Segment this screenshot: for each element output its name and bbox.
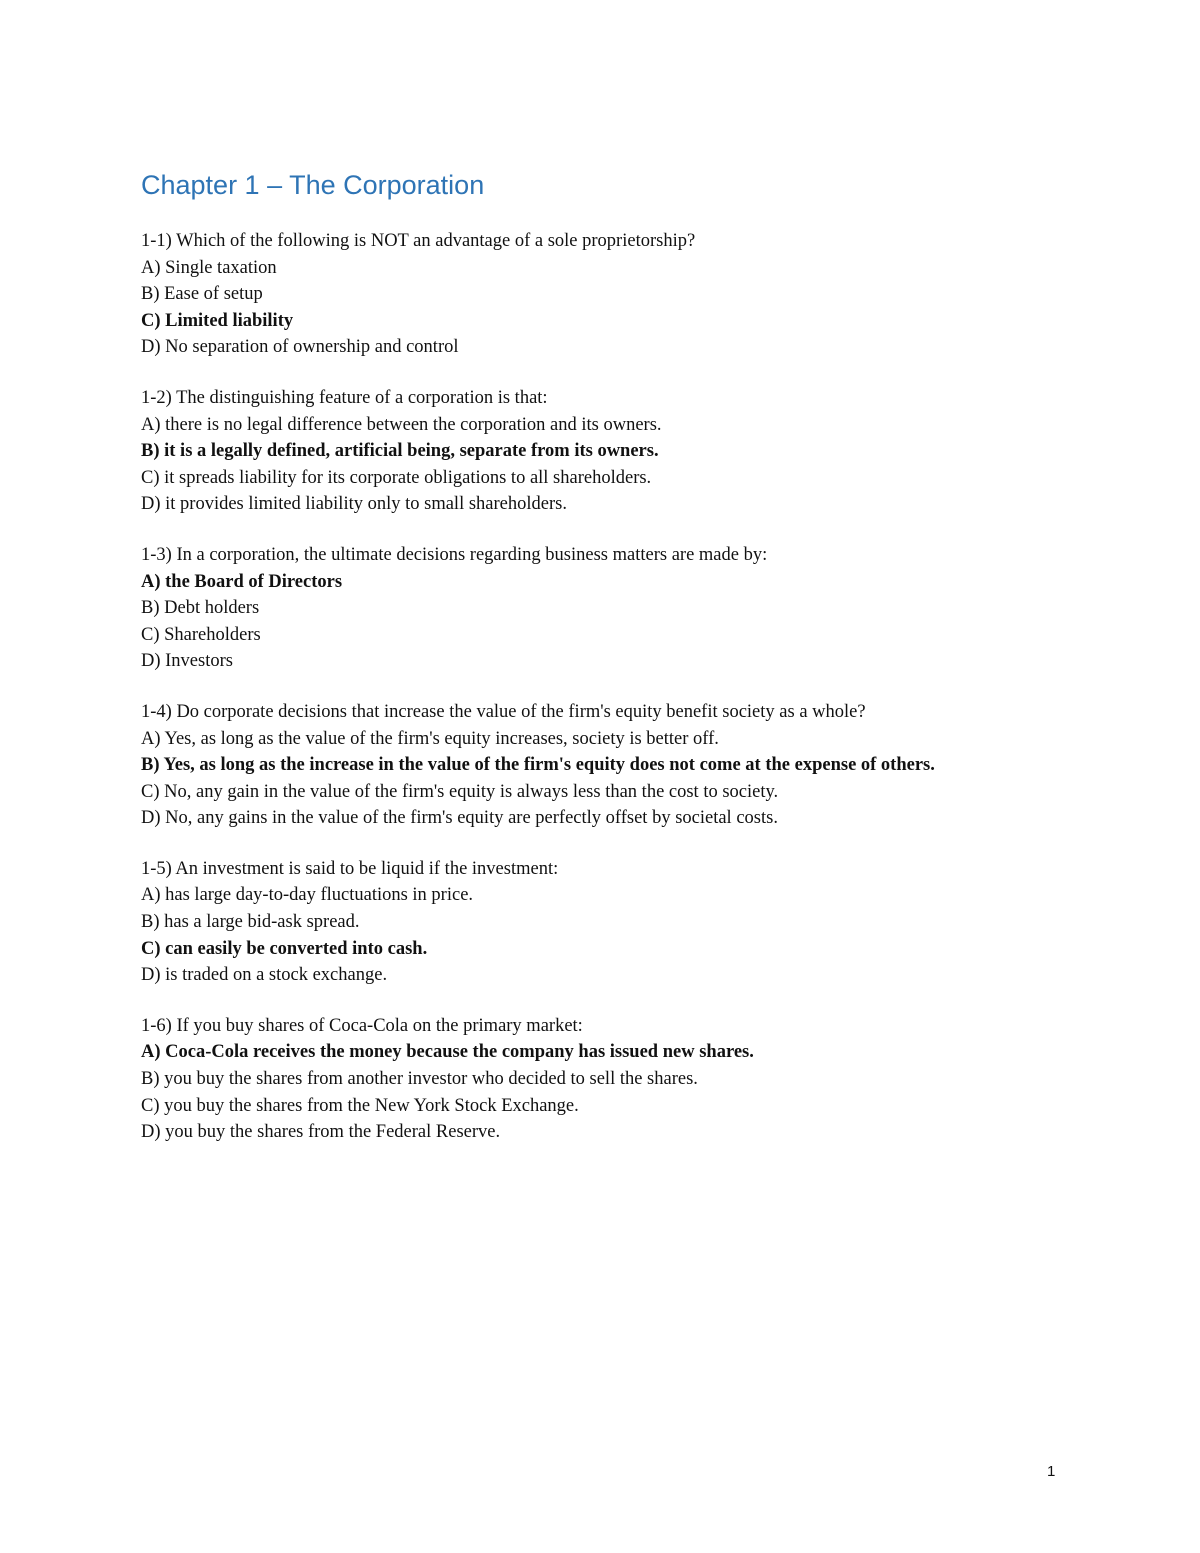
page-number: 1	[1047, 1463, 1056, 1480]
answer-option: D) Investors	[141, 651, 233, 672]
chapter-heading: Chapter 1 – The Corporation	[141, 170, 485, 200]
answer-option: B) Ease of setup	[141, 284, 263, 305]
answer-option: C) it spreads liability for its corporate obligations to all shareholders.	[141, 467, 652, 488]
answer-option: D) it provides limited liability only to small shareholders.	[141, 494, 567, 515]
correct-answer-option: B) Yes, as long as the increase in the value of the firm's equity does not come at the expense of others.	[141, 755, 935, 776]
correct-answer-option: A) Coca-Cola receives the money because the company has issued new shares.	[141, 1042, 754, 1063]
answer-option: B) has a large bid-ask spread.	[141, 912, 360, 933]
question-prompt: 1-1) Which of the following is NOT an advantage of a sole proprietorship?	[141, 231, 696, 251]
answer-option: D) you buy the shares from the Federal Reserve.	[141, 1122, 501, 1143]
question-block	[141, 856, 1141, 989]
answer-option: C) Shareholders	[141, 624, 261, 645]
answer-option: D) No, any gains in the value of the firm's equity are perfectly offset by societal costs.	[141, 808, 778, 829]
question-block	[141, 699, 1141, 832]
correct-answer-option: B) it is a legally defined, artificial being, separate from its owners.	[141, 441, 659, 462]
answer-option: C) No, any gain in the value of the firm's equity is always less than the cost to society.	[141, 781, 779, 802]
correct-answer-option: A) the Board of Directors	[141, 571, 343, 592]
question-block	[141, 228, 1141, 361]
answer-option: C) you buy the shares from the New York Stock Exchange.	[141, 1095, 579, 1116]
answer-option: B) you buy the shares from another investor who decided to sell the shares.	[141, 1069, 698, 1090]
answer-option: D) No separation of ownership and control	[141, 337, 459, 358]
question-prompt: 1-4) Do corporate decisions that increase the value of the firm's equity benefit society as a whole?	[141, 701, 866, 722]
question-prompt: 1-3) In a corporation, the ultimate decisions regarding business matters are made by:	[141, 544, 768, 565]
answer-option: A) has large day-to-day fluctuations in price.	[141, 885, 474, 906]
question-block	[141, 542, 1141, 675]
question-prompt: 1-6) If you buy shares of Coca-Cola on the primary market:	[141, 1015, 583, 1036]
answer-option: A) Yes, as long as the value of the firm's equity increases, society is better off.	[141, 728, 719, 749]
correct-answer-option: C) can easily be converted into cash.	[141, 938, 428, 959]
answer-option: A) Single taxation	[141, 257, 277, 278]
question-list	[141, 228, 1141, 1170]
correct-answer-option: C) Limited liability	[141, 310, 294, 331]
question-prompt: 1-5) An investment is said to be liquid if the investment:	[141, 858, 559, 879]
answer-option: D) is traded on a stock exchange.	[141, 965, 388, 986]
question-block	[141, 1013, 1141, 1146]
question-block	[141, 385, 1141, 518]
answer-option: B) Debt holders	[141, 598, 260, 619]
answer-option: A) there is no legal difference between the corporation and its owners.	[141, 414, 662, 435]
question-prompt: 1-2) The distinguishing feature of a corporation is that:	[141, 387, 548, 408]
